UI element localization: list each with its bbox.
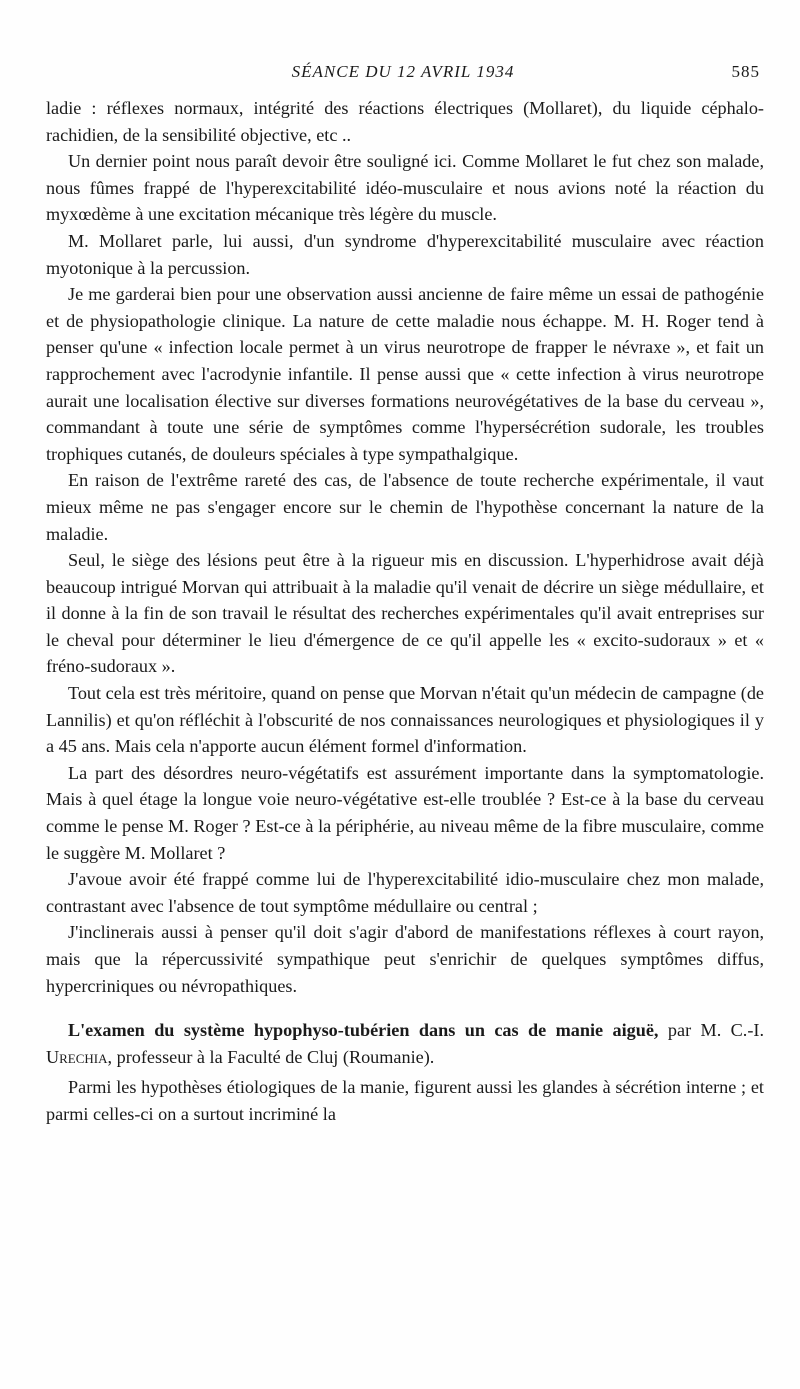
article-heading [46,1017,764,1070]
paragraph-4: Je me garderai bien pour une observation aussi ancienne de faire même un essai de pathogénie et de physiopathologie clinique. La nature de cette maladie nous échappe. M. H. Roger tend à penser qu'une « infection locale permet à un virus neurotrope de frapper le névraxe », et fait un rapprochement avec l'acrodynie infantile. Il pense aussi que « cette infection à virus neurotrope aurait une localisation élective sur diverses formations neurovégétatives de la base du cerveau », commandant à toute une série de symptômes comme l'hypersécrétion sudorale, les troubles trophiques cutanés, de douleurs spéciales à type sympathalgique. [46,284,764,464]
running-title: SÉANCE DU 12 AVRIL 1934 [291,62,515,81]
body-text [46,95,764,1128]
paragraph-8: La part des désordres neuro-végétatifs est assurément importante dans la symptomatologie. Mais à quel étage la longue voie neuro-végétative est-elle troublée ? Est-ce à la base du cerveau comme le pense M. Roger ? Est-ce à la périphérie, au niveau même de la fibre musculaire, comme le suggère M. Mollaret ? [46,762,764,863]
page-number: 585 [731,62,760,81]
paragraph-10: J'inclinerais aussi à penser qu'il doit s'agir d'abord de manifestations réflexes à court rayon, mais que la répercussivité sympathique peut s'enrichir de quelques symptômes diffus, hypercriniques ou névropathiques. [46,922,764,996]
paragraph-9: J'avoue avoir été frappé comme lui de l'hyperexcitabilité idio-musculaire chez mon malade, contrastant avec l'absence de tout symptôme médullaire ou central ; [46,869,764,916]
paragraph-2: Un dernier point nous paraît devoir être souligné ici. Comme Mollaret le fut chez son malade, nous fûmes frappé de l'hyperexcitabilité idéo-musculaire et nous avions noté la réaction du myxœdème à une excitation mécanique très légère du muscle. [46,151,764,225]
paragraph-6: Seul, le siège des lésions peut être à la rigueur mis en discussion. L'hyperhidrose avait déjà beaucoup intrigué Morvan qui attribuait à la maladie qu'il venait de décrire un siège médullaire, et il donne à la fin de son travail le résultat des recherches expérimentales qu'il avait entreprises sur le cheval pour déterminer le lieu d'émergence de ce qu'il appelle les « excito-sudoraux » et « fréno-sudoraux ». [46,550,764,677]
paragraph-5: En raison de l'extrême rareté des cas, de l'absence de toute recherche expérimentale, il vaut mieux même ne pas s'engager encore sur le chemin de l'hypothèse concernant la nature de la maladie. [46,470,764,544]
article-byline-prefix: par M. C.-I. [667,1020,765,1041]
article-affiliation: , professeur à la Faculté de Cluj (Roumanie). [107,1046,435,1067]
paragraph-3: M. Mollaret parle, lui aussi, d'un syndrome d'hyperexcitabilité musculaire avec réaction myotonique à la percussion. [46,230,764,278]
running-header [46,62,760,86]
article-first-paragraph: Parmi les hypothèses étiologiques de la manie, figurent aussi les glandes à sécrétion interne ; et parmi celles-ci on a surtout incriminé la [46,1077,764,1124]
article-author: Urechia [46,1046,108,1067]
paragraph-7: Tout cela est très méritoire, quand on pense que Morvan n'était qu'un médecin de campagne (de Lannilis) et qu'on réfléchit à l'obscurité de nos connaissances neurologiques et physiologiques il y a 45 ans. Mais cela n'apporte aucun élément formel d'information. [46,683,764,757]
article-title: L'examen du système hypophyso-tubérien dans un cas de manie aiguë, [68,1020,659,1041]
paragraph-1: ladie : réflexes normaux, intégrité des réactions électriques (Mollaret), du liquide céphalo-rachidien, de la sensibilité objective, etc .. [46,98,764,145]
